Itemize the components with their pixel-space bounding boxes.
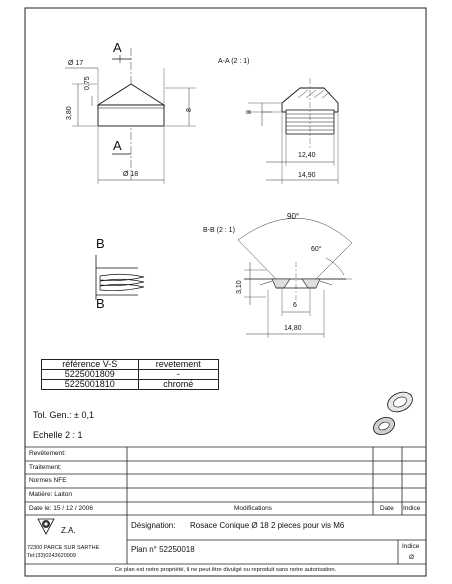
tb-designation-label: Désignation: [131,521,176,530]
tb-address: 72300 PARCE SUR SARTHE [27,545,100,551]
section-marker-b-top: B [96,236,105,251]
table-row [42,370,219,380]
reference-table [41,359,219,390]
section-marker-a-bottom: A [113,138,122,153]
tb-phone: Tel:(33)0243620909 [27,553,76,559]
dim-aa-1490: 14,90 [298,172,316,179]
reference-table-header [42,360,219,370]
ref-cell: 5225001810 [42,380,139,390]
dim-bb-1480: 14,80 [284,325,302,332]
tb-date: Date le: 15 / 12 / 2006 [29,505,93,512]
dim-height-380: 3,80 [66,106,73,120]
dim-diameter-17: Ø 17 [68,60,84,67]
header-revetement: revetement [138,360,218,370]
tb-matiere: Matière: Laiton [29,491,72,498]
tb-normes: Normes NFE [29,477,67,484]
front-view [65,48,196,184]
sheet-border [25,8,426,576]
isometric-view [371,388,416,438]
ref-cell: 5225001809 [42,370,139,380]
table-row [42,380,219,390]
dim-height-8: 8 [186,108,193,112]
section-bb-title: B-B (2 : 1) [203,227,235,234]
coating-cell: - [138,370,218,380]
tb-traitement: Traitement: [29,464,62,471]
angle-60: 60° [311,246,322,253]
tb-plan-number: Plan n° 52250018 [131,545,195,554]
side-view-b [96,255,144,300]
header-reference: référence V-S [42,360,139,370]
dim-aa-8: 8 [246,110,253,114]
company-logo [38,519,54,534]
section-bb-view [238,218,352,338]
coating-cell: chromé [138,380,218,390]
dim-bb-6: 6 [293,302,297,309]
dim-bb-310: 3,10 [236,280,243,294]
tb-indice-value: Ø [409,554,415,561]
dim-diameter-18: Ø 18 [123,171,139,178]
tb-revetement: Revêtement: [29,450,66,457]
tolerance-note: Tol. Gen.: ± 0,1 [33,410,94,420]
tb-indice-label: Indice [402,543,420,550]
tb-date-col: Date [380,505,394,512]
section-aa-title: A-A (2 : 1) [218,58,250,65]
tb-footer: Ce plan est notre propriété, il ne peut être divulgé ou reproduit sans notre autorisation. [114,567,337,573]
dim-height-075: 0,75 [84,76,91,90]
section-aa-view [248,78,338,184]
section-marker-b-bottom: B [96,296,105,311]
tb-designation-value: Rosace Conique Ø 18 2 pieces pour vis M6 [190,521,345,530]
scale-note: Echelle 2 : 1 [33,430,83,440]
tb-indice-col: Indice [403,505,421,512]
tb-company: Z.A. [61,526,76,535]
tb-modifications: Modifications [234,505,272,512]
section-marker-a-top: A [113,40,122,55]
dim-aa-1240: 12,40 [298,152,316,159]
angle-90: 90° [287,212,300,221]
